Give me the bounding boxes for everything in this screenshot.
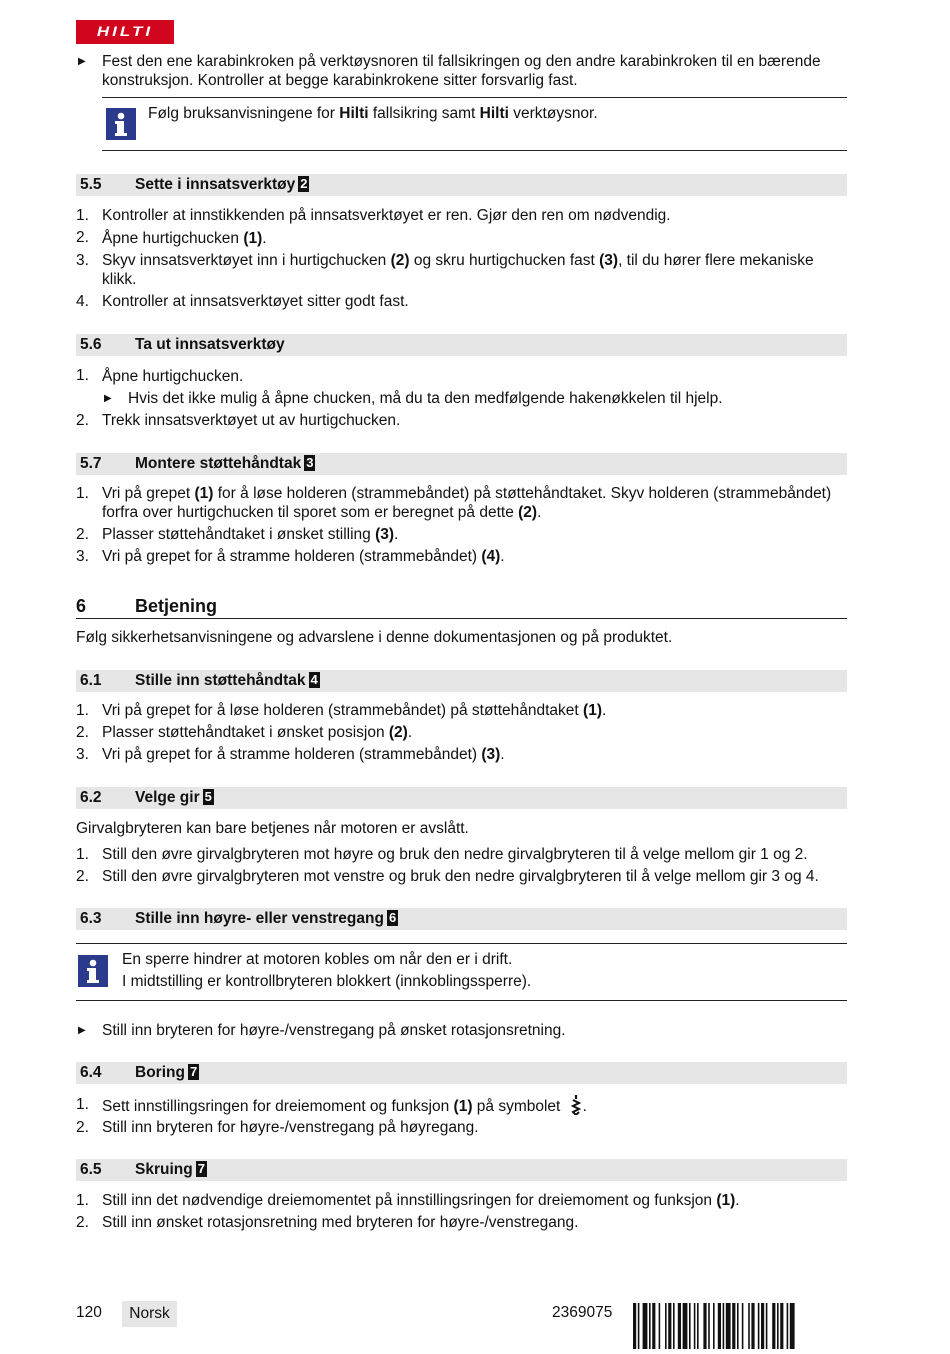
step-subbullet: Hvis det ikke mulig å åpne chucken, må du ta den medfølgende hakenøkkelen til hjelp. xyxy=(128,390,723,407)
note-text: En sperre hindrer at motoren kobles om når den er i drift. xyxy=(122,951,513,968)
step-text: Still den øvre girvalgbryteren mot høyre og bruk den nedre girvalgbryteren til å velge mellom gir 1 og 2. xyxy=(102,846,808,863)
barcode xyxy=(633,1303,847,1349)
info-icon xyxy=(78,955,108,987)
step-number: 2. xyxy=(76,412,89,429)
step-text: Åpne hurtigchucken (1). xyxy=(102,230,267,247)
intro-bullet-text: Fest den ene karabinkroken på verktøysnoren til fallsikringen og den andre karabinkroken til en bærende konstruksjon. Kontroller at begge karabinkrokene sitter forsvarlig fast. xyxy=(102,53,821,89)
step-text: Still inn bryteren for høyre-/venstregang på høyregang. xyxy=(102,1119,479,1136)
document-code: 2369075 xyxy=(552,1304,613,1321)
step-number: 1. xyxy=(76,207,89,224)
intro-note: Følg bruksanvisningene for Hilti fallsikring samt Hilti verktøysnor. xyxy=(148,105,598,122)
step-number: 1. xyxy=(76,367,89,384)
bullet-arrow-icon: ▶ xyxy=(78,56,86,67)
section-heading-6-5: 6.5 Skruing 7 xyxy=(76,1159,847,1181)
bullet-arrow-icon: ▶ xyxy=(104,393,112,404)
step-number: 2. xyxy=(76,1119,89,1136)
step-text: Still den øvre girvalgbryteren mot venstre og bruk den nedre girvalgbryteren til å velge mellom gir 3 og 4. xyxy=(102,868,819,885)
step-text: Vri på grepet for å stramme holderen (strammebåndet) (3). xyxy=(102,746,505,763)
step-number: 1. xyxy=(76,485,89,502)
figure-reference: 7 xyxy=(189,1064,198,1079)
figure-reference: 7 xyxy=(197,1161,205,1176)
section-heading-6-3: 6.3 Stille inn høyre- eller venstregang 6 xyxy=(76,908,847,930)
divider xyxy=(102,150,847,151)
figure-reference: 6 xyxy=(388,910,397,925)
step-number: 2. xyxy=(76,1214,89,1231)
step-text: Sett innstillingsringen for dreiemoment og funksjon (1) på symbolet . xyxy=(102,1095,848,1120)
step-number: 3. xyxy=(76,746,89,763)
drill-bit-icon xyxy=(571,1095,581,1120)
section-heading-5-5: 5.5 Sette i innsatsverktøy 2 xyxy=(76,174,847,196)
chapter-intro: Følg sikkerhetsanvisningene og advarslene i denne dokumentasjonen og på produktet. xyxy=(76,629,673,646)
figure-reference: 4 xyxy=(310,672,318,687)
figure-reference: 5 xyxy=(204,789,212,804)
language-label: Norsk xyxy=(122,1301,177,1327)
section-heading-6-1: 6.1 Stille inn støttehåndtak 4 xyxy=(76,670,847,692)
step-text: Skyv innsatsverktøyet inn i hurtigchucken (2) og skru hurtigchucken fast (3), til du hører flere mekaniske klikk. xyxy=(102,252,814,288)
step-number: 3. xyxy=(76,548,89,565)
bullet-text: Still inn bryteren for høyre-/venstregang på ønsket rotasjonsretning. xyxy=(102,1022,566,1039)
step-text: Kontroller at innsatsverktøyet sitter godt fast. xyxy=(102,293,409,310)
section-heading-5-6: 5.6 Ta ut innsatsverktøy xyxy=(76,334,847,356)
step-text: Vri på grepet for å løse holderen (strammebåndet) på støttehåndtaket (1). xyxy=(102,702,607,719)
divider xyxy=(76,943,847,944)
step-text: Åpne hurtigchucken. xyxy=(102,368,244,385)
divider xyxy=(102,97,847,98)
figure-reference: 3 xyxy=(306,455,314,470)
divider xyxy=(76,1000,847,1001)
step-number: 1. xyxy=(76,846,89,863)
step-number: 2. xyxy=(76,724,89,741)
figure-reference: 2 xyxy=(300,176,308,191)
step-number: 3. xyxy=(76,252,89,269)
step-number: 2. xyxy=(76,526,89,543)
bullet-arrow-icon: ▶ xyxy=(78,1025,86,1036)
section-heading-6-2: 6.2 Velge gir 5 xyxy=(76,787,847,809)
step-number: 1. xyxy=(76,702,89,719)
section-intro: Girvalgbryteren kan bare betjenes når motoren er avslått. xyxy=(76,820,469,837)
step-number: 1. xyxy=(76,1096,89,1113)
step-text: Trekk innsatsverktøyet ut av hurtigchucken. xyxy=(102,412,401,429)
step-number: 4. xyxy=(76,293,89,310)
step-text: Plasser støttehåndtaket i ønsket posisjon (2). xyxy=(102,724,413,741)
step-text: Still inn det nødvendige dreiemomentet på innstillingsringen for dreiemoment og funksjon (1). xyxy=(102,1192,740,1209)
step-text: Still inn ønsket rotasjonsretning med bryteren for høyre-/venstregang. xyxy=(102,1214,579,1231)
section-heading-5-7: 5.7 Montere støttehåndtak 3 xyxy=(76,453,847,475)
step-number: 2. xyxy=(76,229,89,246)
info-icon xyxy=(106,108,136,140)
hilti-logo: HILTI xyxy=(76,20,174,44)
step-text: Plasser støttehåndtaket i ønsket stilling (3). xyxy=(102,526,399,543)
note-text: I midtstilling er kontrollbryteren blokkert (innkoblingssperre). xyxy=(122,973,532,990)
page-number: 120 xyxy=(76,1304,102,1321)
section-heading-6-4: 6.4 Boring 7 xyxy=(76,1062,847,1084)
chapter-heading-6: 6 Betjening xyxy=(76,594,847,619)
step-number: 1. xyxy=(76,1192,89,1209)
step-text: Vri på grepet (1) for å løse holderen (strammebåndet) på støttehåndtaket. Skyv holderen (strammebåndet) forfra over hurtigchucken til sporet som er beregnet på dette (2). xyxy=(102,485,832,521)
step-text: Kontroller at innstikkenden på innsatsverktøyet er ren. Gjør den ren om nødvendig. xyxy=(102,207,671,224)
step-number: 2. xyxy=(76,868,89,885)
step-text: Vri på grepet for å stramme holderen (strammebåndet) (4). xyxy=(102,548,505,565)
